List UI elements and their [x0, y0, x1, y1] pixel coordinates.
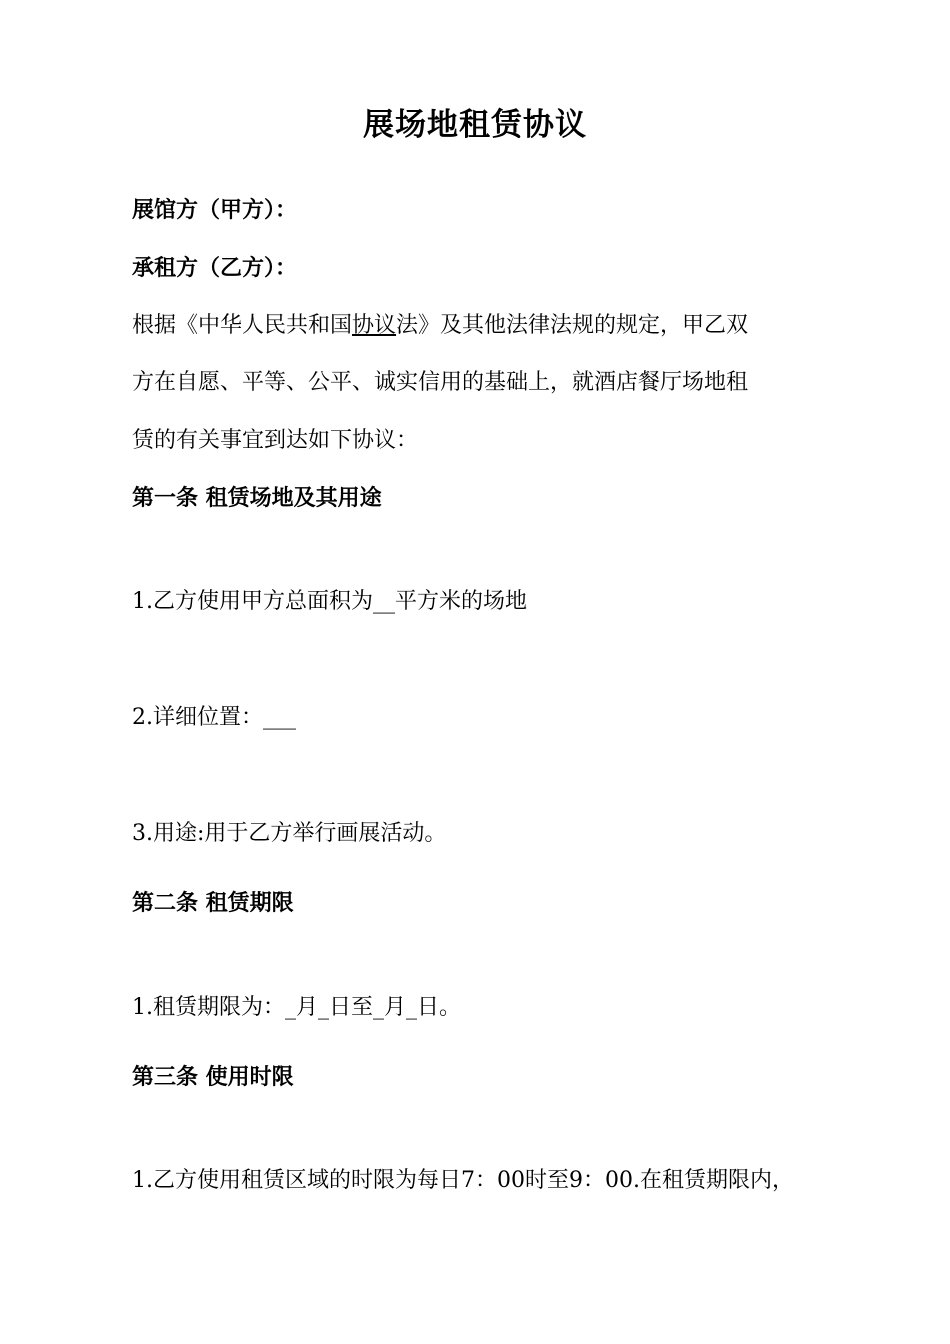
- intro-line-2: 方在自愿、平等、公平、诚实信用的基础上，就酒店餐厅场地租: [132, 370, 749, 395]
- intro-line-1: [132, 311, 748, 341]
- section-2-heading: 第二条 租赁期限: [132, 890, 294, 916]
- intro-link-text[interactable]: 协议: [352, 313, 397, 338]
- section-1-item-3: 3.用途:用于乙方举行画展活动。: [132, 821, 447, 846]
- intro-line-1-post: 法》及其他法律法规的规定，甲乙双: [396, 313, 749, 338]
- section-1-heading: 第一条 租赁场地及其用途: [132, 485, 382, 511]
- section-3-item-1: 1.乙方使用租赁区域的时限为每日7：00时至9：00.在租赁期限内，: [132, 1168, 794, 1193]
- intro-line-3: 赁的有关事宜到达如下协议：: [132, 428, 419, 453]
- document-title: 展场地租赁协议: [363, 107, 587, 143]
- section-1-item-2: 2.详细位置：___: [132, 705, 296, 730]
- section-3-heading: 第三条 使用时限: [132, 1064, 294, 1090]
- section-2-item-1: 1.租赁期限为：_月_日至_月_日。: [132, 995, 461, 1020]
- party-a-label: 展馆方（甲方）：: [132, 197, 298, 223]
- intro-line-1-pre: 根据《中华人民共和国: [132, 313, 353, 338]
- party-b-label: 承租方（乙方）：: [132, 255, 298, 281]
- section-1-item-1: 1.乙方使用甲方总面积为__平方米的场地: [132, 589, 527, 614]
